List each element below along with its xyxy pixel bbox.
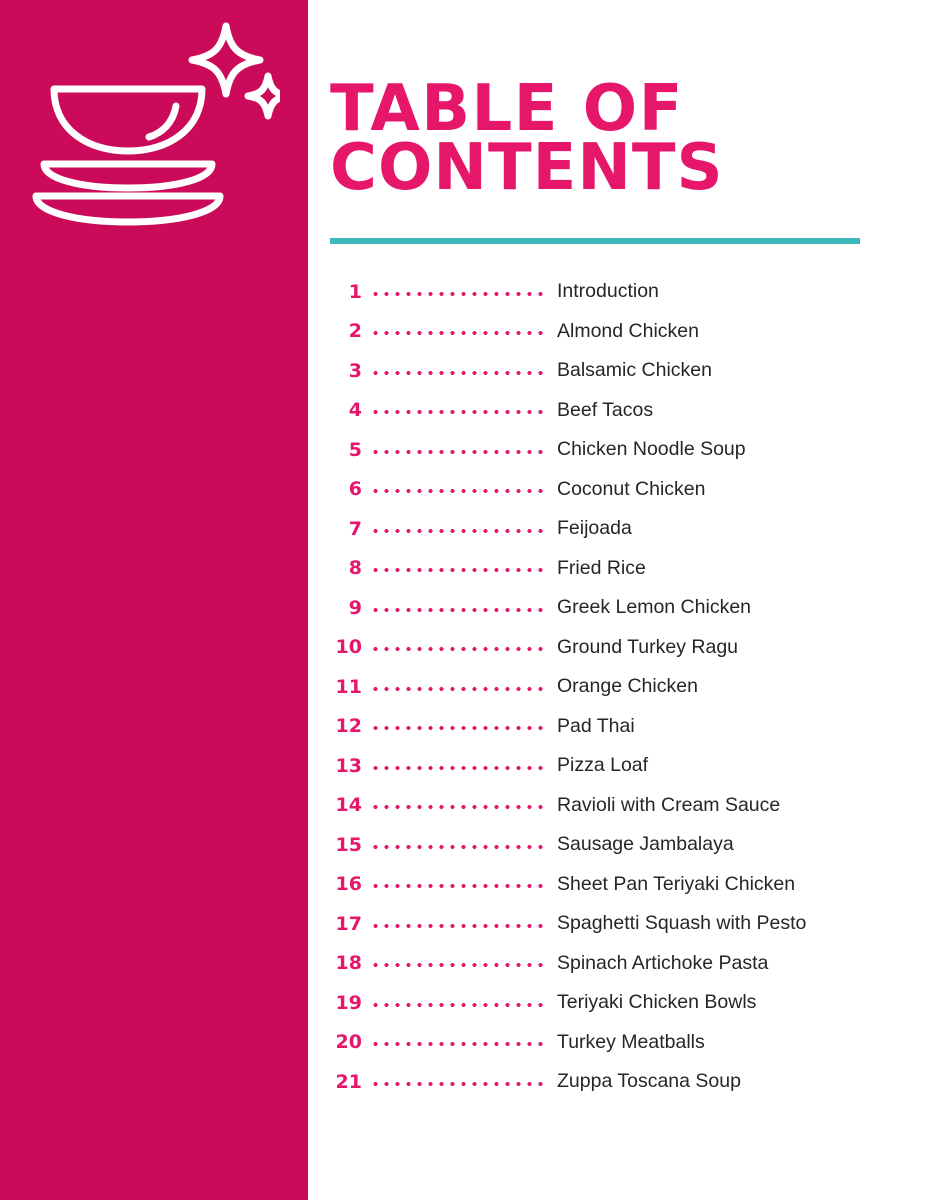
list-item[interactable] — [308, 549, 927, 589]
toc-number: 1 — [348, 280, 362, 303]
list-item[interactable] — [308, 272, 927, 312]
dot-leader — [370, 915, 545, 933]
page-title-line-1: TABLE OF — [330, 72, 684, 146]
dot-leader — [370, 638, 545, 656]
page-title-line-2: CONTENTS — [330, 130, 724, 205]
page-title — [330, 72, 910, 205]
dot-leader — [370, 757, 545, 775]
toc-label: Almond Chicken — [557, 319, 699, 342]
dot-leader — [370, 520, 545, 538]
toc-number: 3 — [348, 359, 362, 382]
dot-leader — [370, 796, 545, 814]
dot-leader — [370, 954, 545, 972]
toc-label: Ravioli with Cream Sauce — [557, 793, 781, 816]
toc-label: Spinach Artichoke Pasta — [557, 951, 769, 974]
toc-label: Teriyaki Chicken Bowls — [557, 991, 757, 1014]
toc-number: 15 — [335, 833, 362, 856]
toc-number: 2 — [348, 320, 362, 343]
toc-label: Orange Chicken — [557, 675, 698, 698]
list-item[interactable] — [308, 707, 927, 747]
dot-leader — [370, 678, 545, 696]
list-item[interactable] — [308, 667, 927, 707]
toc-number: 13 — [335, 754, 362, 777]
dot-leader — [370, 599, 545, 617]
list-item[interactable] — [308, 470, 927, 510]
list-item[interactable] — [308, 825, 927, 865]
toc-label: Beef Tacos — [557, 398, 654, 421]
toc-label: Introduction — [557, 280, 659, 303]
dot-leader — [370, 1033, 545, 1051]
toc-number: 9 — [348, 596, 362, 619]
dot-leader — [370, 1073, 545, 1091]
content-column — [308, 0, 927, 1200]
list-item[interactable] — [308, 904, 927, 944]
toc-label: Sheet Pan Teriyaki Chicken — [557, 872, 796, 895]
dot-leader — [370, 836, 545, 854]
toc-number: 19 — [335, 991, 362, 1014]
toc-number: 8 — [348, 557, 362, 580]
toc-label: Chicken Noodle Soup — [557, 438, 746, 461]
toc-label: Spaghetti Squash with Pesto — [557, 912, 807, 935]
toc-number: 16 — [335, 873, 362, 896]
dot-leader — [370, 401, 545, 419]
toc-label: Greek Lemon Chicken — [557, 596, 752, 619]
toc-label: Sausage Jambalaya — [557, 833, 734, 856]
decorative-sidebar — [0, 0, 308, 1200]
toc-number: 10 — [335, 636, 362, 659]
dot-leader — [370, 994, 545, 1012]
toc-number: 4 — [348, 399, 362, 422]
toc-label: Feijoada — [557, 517, 632, 540]
toc-number: 20 — [335, 1031, 362, 1054]
dot-leader — [370, 322, 545, 340]
list-item[interactable] — [308, 865, 927, 905]
toc-label: Pad Thai — [557, 714, 635, 737]
dot-leader — [370, 441, 545, 459]
list-item[interactable] — [308, 1023, 927, 1063]
toc-label: Balsamic Chicken — [557, 359, 712, 382]
toc-label: Coconut Chicken — [557, 477, 706, 500]
toc-label: Turkey Meatballs — [557, 1030, 705, 1053]
list-item[interactable] — [308, 786, 927, 826]
dot-leader — [370, 875, 545, 893]
toc-number: 7 — [348, 517, 362, 540]
list-item[interactable] — [308, 628, 927, 668]
list-item[interactable] — [308, 588, 927, 628]
list-item[interactable] — [308, 746, 927, 786]
list-item[interactable] — [308, 983, 927, 1023]
toc-label: Pizza Loaf — [557, 754, 649, 777]
toc-number: 17 — [335, 912, 362, 935]
toc-label: Ground Turkey Ragu — [557, 635, 739, 658]
bowl-with-plate-and-sparkles-icon — [30, 14, 280, 234]
dot-leader — [370, 480, 545, 498]
toc-number: 5 — [348, 438, 362, 461]
toc-number: 18 — [335, 952, 362, 975]
toc-number: 11 — [335, 675, 362, 698]
toc-number: 6 — [348, 478, 362, 501]
toc-label: Zuppa Toscana Soup — [557, 1070, 741, 1093]
list-item[interactable] — [308, 1062, 927, 1102]
toc-list — [308, 272, 927, 1102]
toc-label: Fried Rice — [557, 556, 646, 579]
dot-leader — [370, 559, 545, 577]
toc-number: 21 — [335, 1070, 362, 1093]
list-item[interactable] — [308, 312, 927, 352]
dot-leader — [370, 283, 545, 301]
list-item[interactable] — [308, 509, 927, 549]
list-item[interactable] — [308, 351, 927, 391]
toc-number: 12 — [335, 715, 362, 738]
toc-number: 14 — [335, 794, 362, 817]
list-item[interactable] — [308, 391, 927, 431]
title-divider — [330, 238, 860, 244]
dot-leader — [370, 362, 545, 380]
list-item[interactable] — [308, 944, 927, 984]
list-item[interactable] — [308, 430, 927, 470]
dot-leader — [370, 717, 545, 735]
